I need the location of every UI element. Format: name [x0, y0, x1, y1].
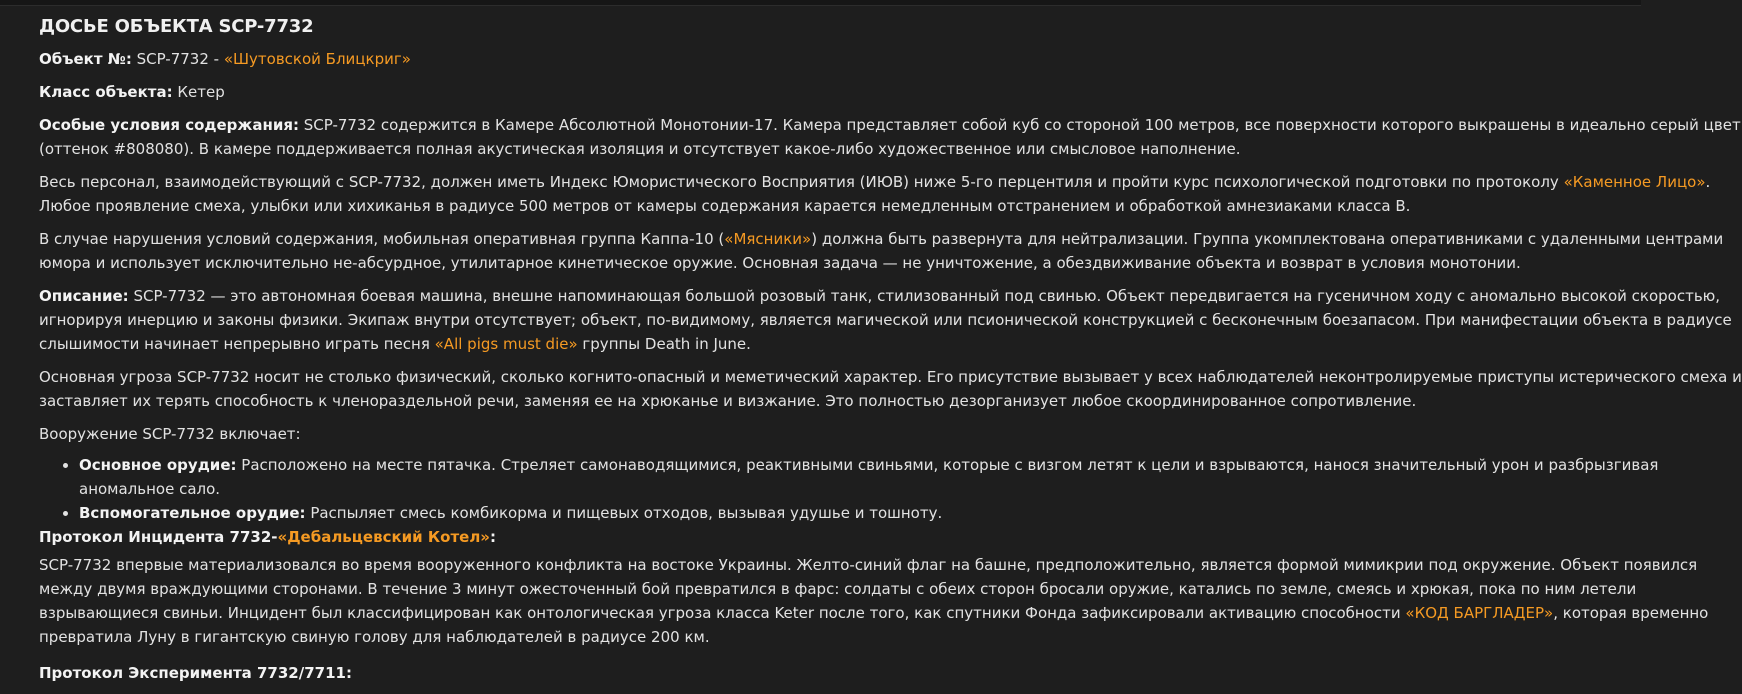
containment-paragraph-3 [39, 227, 1724, 275]
object-number-value: SCP-7732 - [131, 50, 224, 68]
stone-face-protocol-link[interactable]: «Каменное Лицо» [1563, 173, 1706, 191]
top-divider [0, 0, 1641, 6]
incident-label-colon: : [490, 528, 496, 546]
page-title: ДОСЬЕ ОБЪЕКТА SCP-7732 [39, 16, 314, 37]
description-paragraph-2 [39, 365, 1742, 413]
description-p1-line2: игнорируя инерцию и законы физики. Экипаж внутри отсутствует; объект, по-видимому, является магической или псионической конструкцией с бесконечным боезапасом. При манифестации объекта в радиусе [39, 311, 1732, 329]
object-nickname-link[interactable]: «Шутовской Блицкриг» [223, 50, 411, 68]
armament-intro: Вооружение SCP-7732 включает: [39, 425, 301, 443]
description-p2-line2: заставляет их терять способность к членораздельной речи, заменяя ее на хрюканье и визжание. Это полностью дезорганизует любое скоординированное сопротивление. [39, 392, 1417, 410]
object-class-line [39, 80, 1641, 104]
description-p2-line1: Основная угроза SCP-7732 носит не столько физический, сколько когнито-опасный и меметический характер. Его присутствие вызывает у всех наблюдателей неконтролируемые приступы истерического смеха и [39, 368, 1742, 386]
containment-paragraph-1 [39, 113, 1741, 161]
containment-p3-line1a: В случае нарушения условий содержания, мобильная оперативная группа Каппа-10 ( [39, 230, 725, 248]
incident-line3b: , которая временно [1553, 604, 1709, 622]
description-label: Описание: [39, 287, 129, 305]
code-bargladder-link[interactable]: «КОД БАРГЛАДЕР» [1405, 604, 1554, 622]
containment-p3-line1b: ) должна быть развернута для нейтрализации. Группа укомплектована оперативниками с удаленными центрами [811, 230, 1724, 248]
object-class-value: Кетер [172, 83, 225, 101]
containment-p2-line1: Весь персонал, взаимодействующий с SCP-7732, должен иметь Индекс Юмористического Восприятия (ИЮВ) ниже 5-го перцентиля и пройти курс психологической подготовки по протоколу [39, 173, 1564, 191]
containment-p1-line1: SCP-7732 содержится в Камере Абсолютной Монотонии-17. Камера представляет собой куб со стороной 100 метров, все поверхности которого выкрашены в идеально серый цвет [298, 116, 1741, 134]
incident-line1: SCP-7732 впервые материализовался во время вооруженного конфликта на востоке Украины. Желто-синий флаг на башне, предположительно, является формой мимикрии под окружение. Объект появился [39, 556, 1698, 574]
secondary-weapon-label: Вспомогательное орудие: [79, 504, 306, 522]
containment-label: Особые условия содержания: [39, 116, 299, 134]
incident-line2: между двумя враждующими сторонами. В течение 3 минут ожесточенный бой превратился в фарс: солдаты с обеих сторон бросали оружие, катались по земле, смеясь и хрюкая, пока по ним летели [39, 580, 1637, 598]
experiment-heading [39, 661, 1641, 685]
primary-weapon-line2: аномальное сало. [79, 480, 221, 498]
incident-line4: превратила Луну в гигантскую свиную голову для наблюдателей в радиусе 200 км. [39, 628, 710, 646]
object-number-label: Объект №: [39, 50, 132, 68]
list-item [79, 501, 1641, 525]
scp-dossier [39, 14, 1742, 694]
object-number-line [39, 47, 1641, 71]
containment-p2-line2: Любое проявление смеха, улыбки или хихиканья в радиусе 500 метров от камеры содержания карается немедленным отстранением и обработкой амнезиаками класса B. [39, 197, 1411, 215]
primary-weapon-line1: Расположено на месте пятачка. Стреляет самонаводящимися, реактивными свиньями, которые с визгом летят к цели и взрываются, нанося значительный урон и разбрызгивая [236, 456, 1659, 474]
description-p1-line3a: слышимости начинает непрерывно играть песня [39, 335, 435, 353]
containment-p3-line2: юмора и использует исключительно не-абсурдное, утилитарное кинетическое оружие. Основная задача — не уничтожение, а обездвиживание объекта и возврат в условия монотонии. [39, 254, 1521, 272]
object-class-label: Класс объекта: [39, 83, 173, 101]
butchers-task-force-link[interactable]: «Мясники» [724, 230, 812, 248]
containment-p1-line2: (оттенок #808080). В камере поддерживается полная акустическая изоляция и отсутствует какое-либо художественное или смысловое наполнение. [39, 140, 1241, 158]
experiment-label: Протокол Эксперимента 7732/7711: [39, 664, 352, 682]
containment-p2-punct: . [1705, 173, 1711, 191]
weapons-list [39, 453, 1659, 525]
description-p1-line1: SCP-7732 — это автономная боевая машина, внешне напоминающая большой розовый танк, стилизованный под свинью. Объект передвигается на гусеничном ходу с аномально высокой скоростью, [128, 287, 1721, 305]
containment-paragraph-2 [39, 170, 1711, 218]
incident-label: Протокол Инцидента 7732- [39, 528, 278, 546]
secondary-weapon-line1: Распыляет смесь комбикорма и пищевых отходов, вызывая удушье и тошноту. [305, 504, 943, 522]
description-p1-line3b: группы Death in June. [577, 335, 751, 353]
incident-name-link[interactable]: «Дебальцевский Котел» [277, 528, 490, 546]
incident-heading [39, 525, 1641, 549]
incident-line3a: взрывающиеся свиньи. Инцидент был классифицирован как онтологическая угроза класса Keter после того, как спутники Фонда зафиксировали активацию способности [39, 604, 1406, 622]
primary-weapon-label: Основное орудие: [79, 456, 237, 474]
list-item [79, 453, 1659, 501]
description-paragraph-1 [39, 284, 1732, 356]
incident-paragraph [39, 553, 1709, 649]
song-link[interactable]: «All pigs must die» [434, 335, 578, 353]
